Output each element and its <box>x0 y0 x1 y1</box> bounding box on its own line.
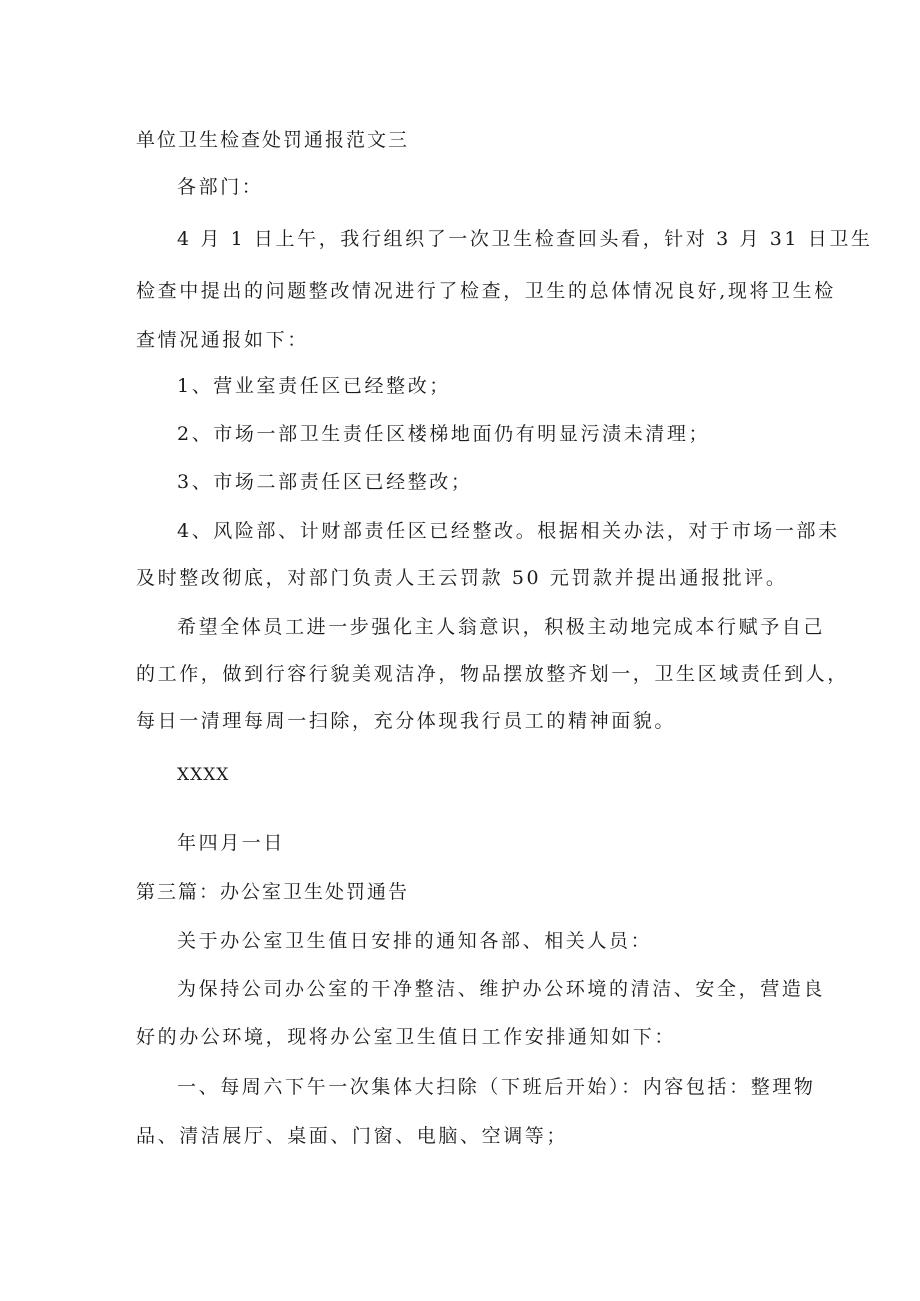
paragraph-line: 希望全体员工进一步强化主人翁意识，积极主动地完成本行赋予自己 <box>177 616 826 638</box>
notice-heading: 关于办公室卫生值日安排的通知各部、相关人员： <box>177 930 653 952</box>
paragraph-line: 每日一清理每周一扫除，充分体现我行员工的精神面貌。 <box>136 710 677 732</box>
document-title: 单位卫生检查处罚通报范文三 <box>136 129 410 151</box>
list-item: 2、市场一部卫生责任区楼梯地面仍有明显污渍未清理； <box>177 423 711 445</box>
paragraph-line: 4 月 1 日上午，我行组织了一次卫生检查回头看，针对 3 月 31 日卫生 <box>177 228 873 250</box>
signature: XXXX <box>177 765 230 785</box>
list-item: 3、市场二部责任区已经整改； <box>177 471 473 493</box>
section-title: 第三篇：办公室卫生处罚通告 <box>136 881 410 903</box>
list-item-continuation: 及时整改彻底，对部门负责人王云罚款 50 元罚款并提出通报批评。 <box>136 567 788 589</box>
paragraph-line: 查情况通报如下： <box>136 329 309 351</box>
rule-item-continuation: 品、清洁展厅、桌面、门窗、电脑、空调等； <box>136 1125 569 1147</box>
list-item: 1、营业室责任区已经整改； <box>177 375 451 397</box>
paragraph-line: 的工作，做到行容行貌美观洁净，物品摆放整齐划一，卫生区域责任到人， <box>136 663 849 685</box>
list-item: 4、风险部、计财部责任区已经整改。根据相关办法，对于市场一部未 <box>177 520 840 542</box>
salutation: 各部门： <box>177 176 264 198</box>
paragraph-line: 好的办公环境，现将办公室卫生值日工作安排通知如下： <box>136 1026 677 1048</box>
rule-item: 一、每周六下午一次集体大扫除（下班后开始）：内容包括：整理物 <box>177 1076 816 1098</box>
date: 年四月一日 <box>177 832 286 854</box>
paragraph-line: 为保持公司办公室的干净整洁、维护办公环境的清洁、安全，营造良 <box>177 978 826 1000</box>
paragraph-line: 检查中提出的问题整改情况进行了检查，卫生的总体情况良好,现将卫生检 <box>136 280 836 302</box>
